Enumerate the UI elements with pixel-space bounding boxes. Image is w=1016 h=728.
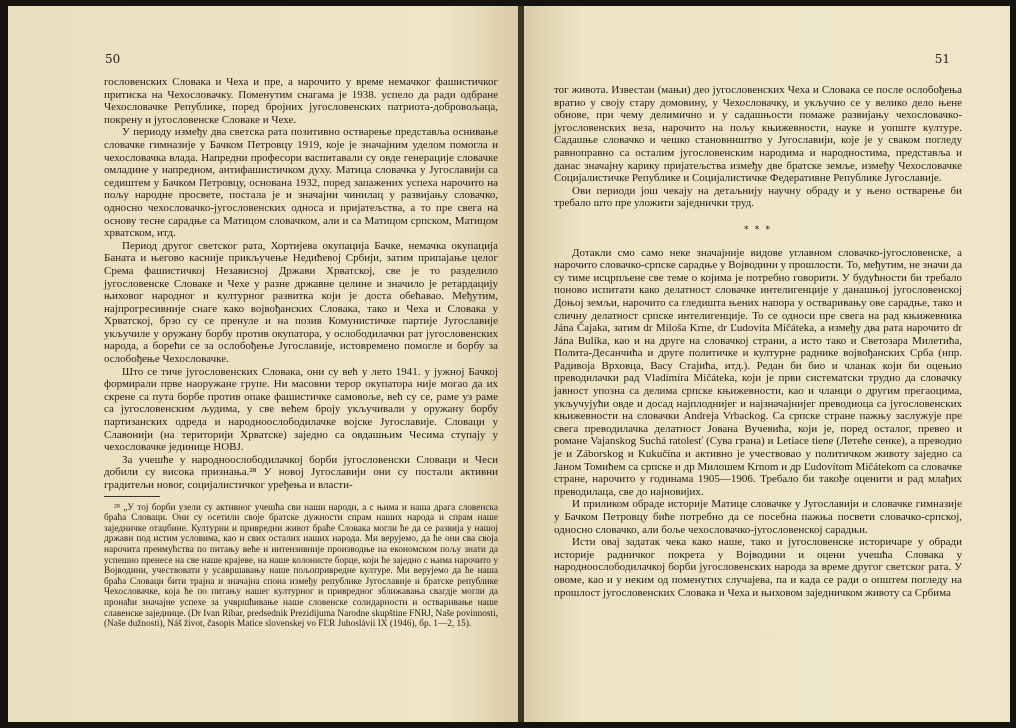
footnote-28: ²⁸ „У тој борби узели су активног учешћа сви наши народи, а с њима и наша драга словенска браћа Словаци. Они су осетили своје братске дужности спрам наших народа и спрам наше заједничке отаџбине. Културни и привредни живот браће Словака могли ће да се развија у нашој држави под истим условима, као и свих осталих наших народа. Ми верујемо, да ће они сва своја нарочита преимућства по питању веће и интензивније производње на економском пољу знати да успешно пренесе на све наше крајеве, на наше колонисте борце, који ће заједно с њима нарочито у Војводини, учествовати у усавршавању наше пољопривредне културе. Ми верујемо да ће наша браћа Словаци бити трајна и значајна спона између републике Југославије и братске републике Чехословачке, која ће по питању нашег културног и привредног зближавања свагдје могли да пронаћи значајне успехе за учвршћивање наше словенске солидарности и остваривање наше славенске заједнице. (Dr Ivan Ribar, predsednik Prezidijuma Narodne skupštine FNRJ, Naše povinnosti, (Naše dužnosti), Náš život, časopis Matice slovenskej vo FĽR Juhoslávii IX (1946), бр. 1—2, 15).	[104, 502, 498, 630]
page-number-left: 50	[105, 52, 121, 66]
section-divider: ⁎ ⁎ ⁎	[744, 220, 772, 231]
paragraph-top-1: тог живота. Известан (мањи) део југословенских Чеха и Словака се после ослобођења вратио у своју стару домовину, у Чехословачку, и укључио се у велико дело њене обнове, при чему делимично и у садашњости помаже развијању чехословачко-југословенских веза, нарочито на пољу књижевности, науке и уопште културе. Садашње словачко и чешко становништво у Југославији, које је у сваком погледу равноправно са осталим југословенским народима и народностима, представља и данас значајну карику пријатељства између две братске земље, између Чехословачке Социјалистичке Републике и Социјалистичке Федеративне Републике Југославије.	[554, 84, 962, 185]
paragraph-3: Период другог светског рата, Хортијева окупација Бачке, немачка окупација Баната и његово касније прикључење Недићевој Србији, затим припајање целог Срема фашистичкој Независној Држави Хрватској, све је то разделило југословенске Словаке и Чехе у разне државне целине и значило је ретардацију њиховог народног и културног развитка који је доста обећавао. Међутим, најпрогресивније снаге како војвођанских Словака, тако и Чеха и Словака у Хрватској, брзо су се пренуле и на позив Комунистичке партије Југославије укључиле у оружану борбу против окупатора, у ослободилачки рат југословенских народа, а борећи се за ослобођење Југославије, истовремено помогле и борбу за ослобођење Чехословачке.	[104, 239, 498, 366]
right-page	[524, 6, 1010, 722]
right-page-body	[554, 84, 962, 599]
paragraph-bottom-1: Дотакли смо само неке значајније видове углавном словачко-југословенске, а нарочито словачко-српске сарадње у Војводини у прошлости. То, међутим, не значи да су тиме исцрпљене све теме о којима је потребно говорити. У будућности би требало поново испитати како делатност словачке интелигенције у данашњој југословенској Доњој земљи, нарочито са гледишта њених напора у остваривању ове сарадње, тако и сличну делатност српске интелигенције. То се односи пре свега на рад књижевника Jána Čajaka, затим dr Miloša Krne, dr Ľudovíta Mičáteka, а између два рата нарочито dr Jána Bulíka, као и на друге на словачкој страни, а исто тако и Светозара Милетића, Полита-Десанчића и друге политичке и културне раднике војвођанских Срба (нпр. Радивоја Врховца, Васу Стајића, итд.). Редан би био и чланак који би оцењио преводилачки рад Vladimíra Mičáteka, који је први систематски трудио да словачку јавност упозна са делима српске књижевности, као и чланци о другим прегаоцима, укључујући овде и досад најплоднијег и најзначајнијег преводиоца са југословенских књижевности на словачки Andreja Vrbackog. Са српске стране пажњу заслужује пре свега преводилачка делатност Јована Вучевића, који је, поред осталог, превео и романе Vajanskog Suchá ratolesť (Сува грана) и Letiace tiene (Летеће сенке), а преводио је и Záborskog и Kukučína и активно је учествовао у политичком животу заједно са Јаном Томићем са српске и др Милошем Krnom и др Ľudovítom Mičátekom са словачке стране, нарочито у годинама 1905—1906. Требало би такође оценити и рад млађих преводилаца, све до најновијих.	[554, 246, 962, 498]
left-page	[8, 6, 520, 722]
paragraph-5: За учешће у народноослободилачкој борби југословенски Словаци и Чеси добили су висока признања.²⁸ У новој Југославији они су постали активни градитељи новог, социјалистичког уређења и власти-	[104, 453, 498, 491]
page-number-right: 51	[934, 52, 950, 66]
footnote-rule	[104, 496, 160, 497]
paragraph-4: Што се тиче југословенских Словака, они су већ у лето 1941. у јужној Бачкој формирали прве наоружане групе. Ни масовни терор окупатора није могао да их скрене са пута борбе против опаке фашистичке самовоље, већ су се, раме уз раме са југословенским људима, у све већем броју укључивали у оружану борбу партизанских одреда и народноослободилачке војске Југославије. Словаци у Славонији (на територији Хрватске) заједно са овдашњим Чесима ступају у чехословачке јединице НОВЈ.	[104, 365, 498, 454]
left-page-body	[104, 76, 498, 630]
paragraph-2: У периоду између два светска рата позитивно остварење представља оснивање словачке гимназије у Бачком Петровцу 1919, које је значајним уделом помогла и чехословачка влада. Напредни професори васпитавали су овде генерације словачке омладине у напредном, антифашистичком духу. Матица словачка у Југославији са седиштем у Бачком Петровцу, основана 1932, поред запажених успеха нарочито на пољу народне просвете, постала је и значајни чинилац у развијању словачко, односно чехословачко-југословенских односа и пријатељства, а то пре свега на основу тесне сарадње са Матицом словачком, али и са Матицом српском, Матицом хрватском, итд.	[104, 126, 498, 240]
paragraph-bottom-3: Исти овај задатак чека како наше, тако и југословенске историчаре у обради историје радничког покрета у Војводини и оцени учешћа Словака у народноослободилачкој борби југословенских народа за време другог светског рата. У овоме, као и у неким од поменутих случајева, па и када се ради о општем погледу на прошлост југословенских Словака и Чеха и њиховом заједничком животу са Србима	[554, 536, 962, 599]
paragraph-bottom-2: И приликом обраде историје Матице словачке у Југославији и словачке гимназије у Бачком Петровцу биће потребно да се посебна пажња посвети словачко-српској, односно словачко, али боље чехословачко-југословенској сарадњи.	[554, 498, 962, 536]
footnote	[104, 503, 498, 630]
paragraph-1: гословенских Словака и Чеха и пре, а нарочито у време немачког фашистичког притиска на Чехословачку. Поменутим снагама је 1938. успело да ради одбране Чехословачке Републике, поред бројних југословенских патриота-добровољаца, покрену и југословенске Словаке и Чехе.	[104, 76, 498, 126]
paragraph-top-2: Ови периоди још чекају на детаљнију научну обраду и у њено остварење би требало што пре уложити заједнички труд.	[554, 184, 962, 210]
